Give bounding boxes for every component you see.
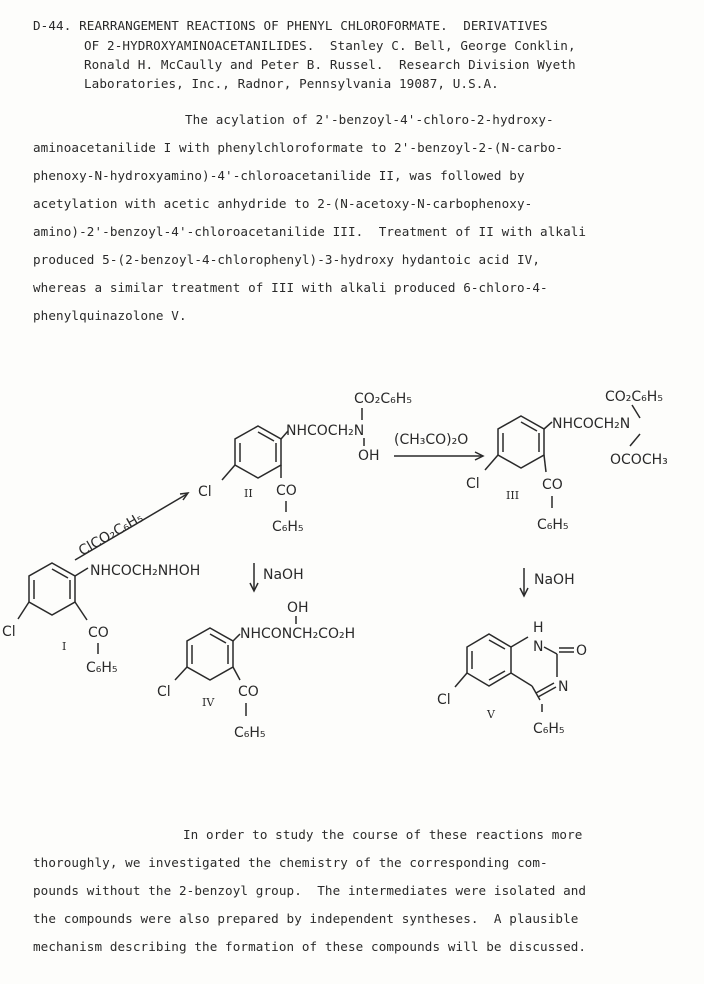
compound-i-phenyl: C₆H₅ <box>86 660 118 676</box>
compound-i-benzene-ring <box>29 563 75 615</box>
compound-i <box>2 563 200 676</box>
abstract-header-line-3: Ronald H. McCaully and Peter B. Russel. Research Division Wyeth <box>84 57 576 72</box>
compound-iii-benzene-ring <box>498 416 544 468</box>
compound-ii-label: II <box>244 487 253 500</box>
compound-iii-co-bond <box>544 455 546 472</box>
compound-ii <box>198 391 412 535</box>
step-3-arrow <box>250 563 304 591</box>
compound-i-sidechain-bond <box>75 568 88 576</box>
compound-ii-ester: CO₂C₆H₅ <box>354 391 412 407</box>
step-4-reagent: NaOH <box>534 572 575 588</box>
compound-v-cl-bond <box>455 673 467 687</box>
compound-iv <box>157 600 355 741</box>
step-2-reagent: (CH₃CO)₂O <box>394 432 469 448</box>
abstract-body-line-6: produced 5-(2-benzoyl-4-chlorophenyl)-3-hydroxy hydantoic acid IV, <box>33 252 541 267</box>
abstract-body-line-1: The acylation of 2'-benzoyl-4'-chloro-2-hydroxy- <box>185 112 554 127</box>
step-4-arrow <box>520 568 575 596</box>
compound-i-cl: Cl <box>2 624 16 640</box>
compound-v-nh-n: N <box>533 639 544 655</box>
compound-iii <box>466 389 668 533</box>
compound-v-cl: Cl <box>437 692 451 708</box>
compound-iii-ester: CO₂C₆H₅ <box>605 389 663 405</box>
compound-ii-benzene-ring <box>235 426 281 478</box>
compound-iv-sidechain-bond <box>233 634 240 641</box>
compound-v-carbonyl-o: O <box>576 643 588 659</box>
compound-iv-carbonyl: CO <box>238 684 259 700</box>
compound-iv-oh: OH <box>287 600 309 616</box>
step-3-reagent: NaOH <box>263 567 304 583</box>
abstract-body-line-8: phenylquinazolone V. <box>33 308 187 323</box>
discussion-line-3: pounds without the 2-benzoyl group. The intermediates were isolated and <box>33 883 587 898</box>
compound-i-cl-bond <box>18 602 29 619</box>
compound-ii-cl: Cl <box>198 484 212 500</box>
compound-iv-label: IV <box>202 696 215 709</box>
compound-iv-co-bond <box>233 667 240 680</box>
compound-iii-cl: Cl <box>466 476 480 492</box>
abstract-body-line-2: aminoacetanilide I with phenylchloroformate to 2'-benzoyl-2-(N-carbo- <box>33 140 564 155</box>
discussion-line-4: the compounds were also prepared by independent syntheses. A plausible <box>33 911 579 926</box>
compound-iii-acetoxy: OCOCH₃ <box>610 452 668 468</box>
compound-ii-oh: OH <box>358 448 380 464</box>
step-2-arrow <box>394 432 483 460</box>
compound-ii-carbonyl: CO <box>276 483 297 499</box>
compound-i-co-bond <box>75 602 87 620</box>
discussion-line-2: thoroughly, we investigated the chemistry of the corresponding com- <box>33 855 548 870</box>
compound-v-phenyl: C₆H₅ <box>533 721 565 737</box>
compound-iii-sidechain-bond <box>544 422 552 429</box>
discussion-line-1: In order to study the course of these reactions more <box>183 827 583 842</box>
abstract-header-line-2: OF 2-HYDROXYAMINOACETANILIDES. Stanley C. Bell, George Conklin, <box>84 38 576 53</box>
compound-iv-cl-bond <box>175 667 187 680</box>
abstract-header-line-1: D-44. REARRANGEMENT REACTIONS OF PHENYL CHLOROFORMATE. DERIVATIVES <box>33 18 548 33</box>
compound-iv-benzene-ring <box>187 628 233 680</box>
compound-iii-carbonyl: CO <box>542 477 563 493</box>
compound-v <box>437 620 587 737</box>
compound-i-carbonyl: CO <box>88 625 109 641</box>
compound-v-benzene-ring <box>467 634 511 686</box>
compound-iii-phenyl: C₆H₅ <box>537 517 569 533</box>
discussion-line-5: mechanism describing the formation of these compounds will be discussed. <box>33 939 587 954</box>
compound-iii-sidechain: NHCOCH₂N <box>552 416 631 432</box>
compound-iii-cl-bond <box>485 455 498 470</box>
step-1-arrow <box>75 493 188 560</box>
compound-i-sidechain: NHCOCH₂NHOH <box>90 563 201 579</box>
compound-v-label: V <box>487 708 495 721</box>
abstract-body-line-7: whereas a similar treatment of III with alkali produced 6-chloro-4- <box>33 280 548 295</box>
compound-iv-cl: Cl <box>157 684 171 700</box>
compound-v-nh-h: H <box>533 620 544 636</box>
abstract-body-line-4: acetylation with acetic anhydride to 2-(N-acetoxy-N-carbophenoxy- <box>33 196 533 211</box>
compound-ii-cl-bond <box>222 465 235 480</box>
compound-i-label: I <box>62 640 67 653</box>
compound-v-ring-n: N <box>558 679 569 695</box>
compound-ii-sidechain: NHCOCH₂N <box>286 423 365 439</box>
abstract-header-line-4: Laboratories, Inc., Radnor, Pennsylvania 19087, U.S.A. <box>84 76 499 91</box>
abstract-body-line-3: phenoxy-N-hydroxyamino)-4'-chloroacetanilide II, was followed by <box>33 168 525 183</box>
compound-ii-phenyl: C₆H₅ <box>272 519 304 535</box>
abstract-body-line-5: amino)-2'-benzoyl-4'-chloroacetanilide III. Treatment of II with alkali <box>33 224 587 239</box>
compound-iv-phenyl: C₆H₅ <box>234 725 266 741</box>
compound-iv-sidechain: NHCONCH₂CO₂H <box>240 626 356 642</box>
compound-iii-label: III <box>506 489 520 502</box>
step-1-reagent: ClCO₂C₆H₅ <box>76 509 147 560</box>
